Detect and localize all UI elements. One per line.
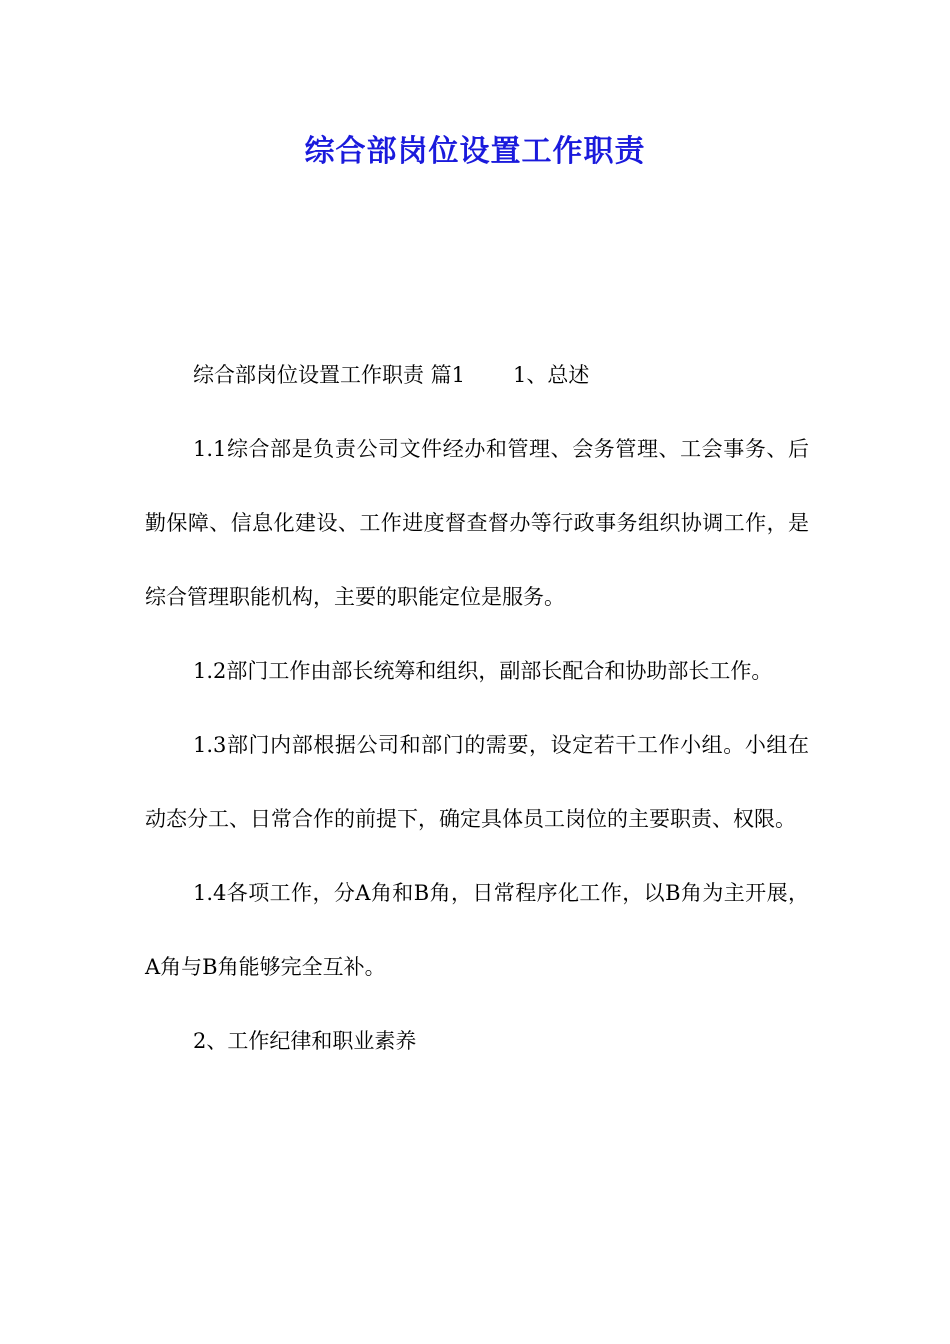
paragraph: 1.2部门工作由部长统筹和组织，副部长配合和协助部长工作。 <box>193 659 773 683</box>
section-label: 综合部岗位设置工作职责 篇1 <box>193 363 466 387</box>
document-body <box>145 338 809 1078</box>
paragraph: 1.4各项工作，分A角和B角，日常程序化工作，以B角为主开展，A角与B角能够完全互补。 <box>145 881 809 979</box>
paragraph: 1.3部门内部根据公司和部门的需要，设定若干工作小组。小组在动态分工、日常合作的前提下，确定具体员工岗位的主要职责、权限。 <box>145 733 809 831</box>
section-heading: 2、工作纪律和职业素养 <box>193 1029 417 1053</box>
paragraph-heading <box>145 338 809 412</box>
paragraph: 1.1综合部是负责公司文件经办和管理、会务管理、工会事务、后勤保障、信息化建设、工作进度督查督办等行政事务组织协调工作，是综合管理职能机构，主要的职能定位是服务。 <box>145 437 809 609</box>
document-title: 综合部岗位设置工作职责 <box>304 134 646 169</box>
section-heading: 1、总述 <box>513 363 590 387</box>
